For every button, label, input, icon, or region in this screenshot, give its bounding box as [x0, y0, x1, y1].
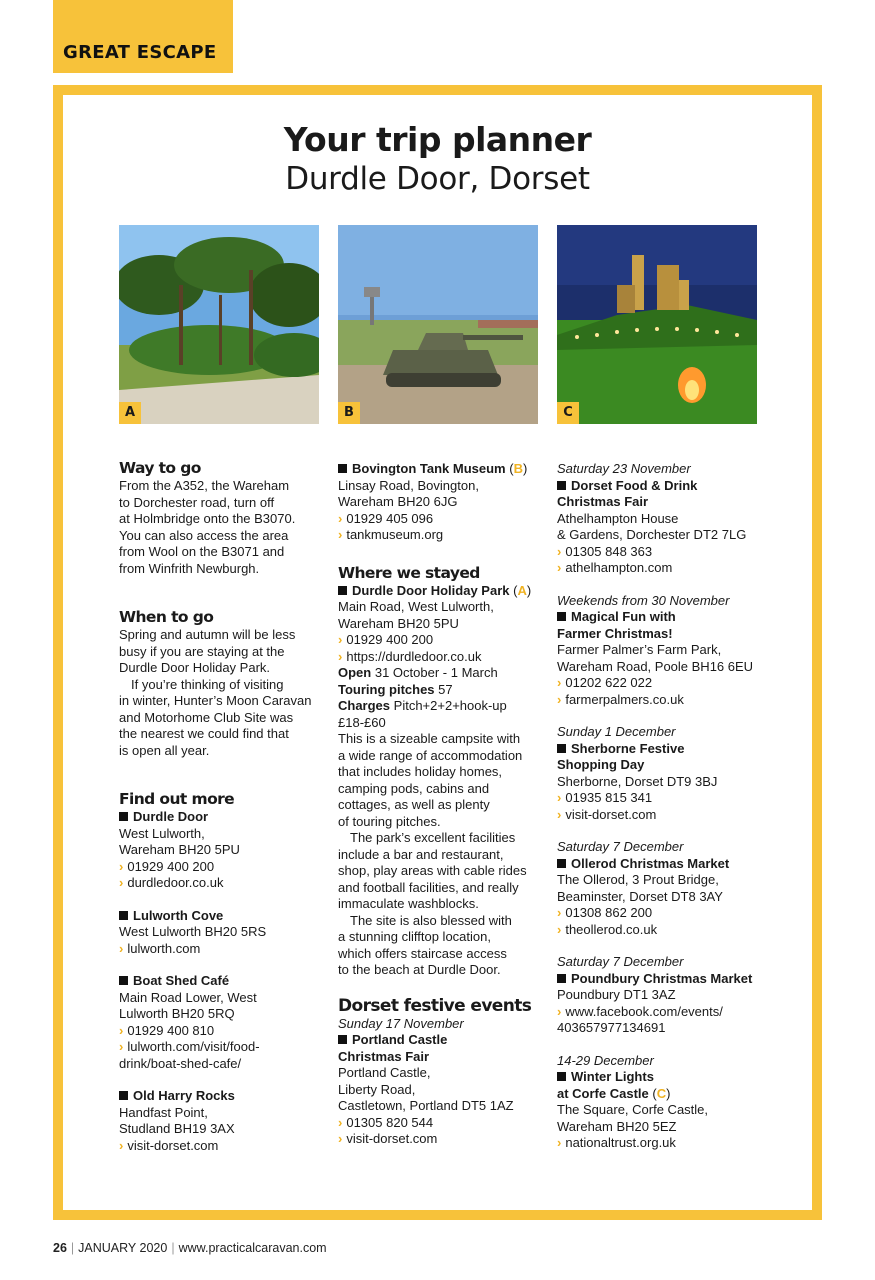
way-to-go-text — [119, 478, 329, 577]
field-value: £18-£60 — [338, 714, 386, 730]
event-farmer-christmas — [557, 593, 767, 709]
listing-name: Old Harry Rocks — [133, 1088, 235, 1103]
text-line: and football facilities, and really — [338, 879, 519, 895]
field-value: 31 October - 1 March — [374, 665, 498, 680]
event-name: Ollerod Christmas Market — [571, 855, 730, 871]
web-line[interactable] — [557, 922, 767, 939]
text-line: that includes holiday homes, — [338, 764, 503, 779]
address-line: Castletown, Portland DT5 1AZ — [338, 1098, 514, 1113]
bullet-square-icon — [557, 481, 566, 490]
event-title — [557, 971, 767, 988]
event-title — [557, 856, 767, 873]
event-name: Sherborne Festive — [571, 740, 685, 756]
event-corfe-winter-lights — [557, 1053, 767, 1152]
event-name: Magical Fun with — [571, 609, 676, 624]
bullet-square-icon — [119, 911, 128, 920]
chevron-right-icon: › — [557, 691, 562, 707]
photo-a-label: A — [119, 402, 141, 424]
address-line: Wareham BH20 6JG — [338, 494, 458, 509]
address-line: Liberty Road, — [338, 1081, 416, 1097]
text-line: a wide range of accommodation — [338, 747, 523, 763]
event-date: Saturday 7 December — [557, 954, 684, 969]
phone-number: 01202 622 022 — [565, 675, 653, 690]
section-tab — [53, 0, 233, 73]
website-link[interactable]: theollerod.co.uk — [565, 921, 658, 937]
field-label: Open — [338, 665, 372, 680]
chevron-right-icon: › — [338, 1131, 343, 1146]
section-tab-label: GREAT ESCAPE — [63, 42, 217, 63]
address-line: Beaminster, Dorset DT8 3AY — [557, 888, 723, 904]
bullet-square-icon — [557, 974, 566, 983]
listing-boat-shed — [119, 973, 329, 1072]
text-line: From the A352, the Wareham — [119, 478, 290, 493]
listing-lulworth-cove — [119, 908, 329, 958]
phone-number: 01935 815 341 — [565, 790, 653, 805]
text-line: from Wool on the B3071 and — [119, 544, 285, 559]
listing-title: Durdle Door Holiday Park (A) — [338, 583, 548, 600]
field-value: 57 — [438, 681, 453, 697]
event-name: Christmas Fair — [557, 494, 649, 509]
text-line: Durdle Door Holiday Park. — [119, 660, 271, 675]
text-line: shop, play areas with cable rides — [338, 863, 527, 878]
listing-name: Durdle Door Holiday Park — [352, 582, 510, 598]
website-link-continued[interactable]: 403657977134691 — [557, 1020, 666, 1035]
website-link-continued[interactable]: drink/boat-shed-cafe/ — [119, 1055, 242, 1071]
address-line: Farmer Palmer’s Farm Park, — [557, 642, 722, 657]
text-line: and Motorhome Club Site was — [119, 709, 294, 725]
chevron-right-icon: › — [338, 510, 343, 526]
text-line: The site is also blessed with — [350, 912, 512, 928]
phone-line — [338, 632, 548, 649]
chevron-right-icon: › — [119, 1137, 124, 1153]
listing-title — [119, 1088, 329, 1105]
bullet-square-icon — [338, 464, 347, 473]
field-label: Touring pitches — [338, 681, 435, 697]
text-line: You can also access the area — [119, 527, 289, 543]
web-line[interactable] — [557, 807, 767, 824]
event-title — [557, 741, 767, 758]
text-line: in winter, Hunter’s Moon Caravan — [119, 693, 312, 708]
chevron-right-icon: › — [557, 921, 562, 937]
address-line: Athelhampton House — [557, 510, 679, 526]
website-link[interactable]: lulworth.com/visit/food- — [127, 1039, 260, 1054]
chevron-right-icon: › — [557, 543, 562, 559]
event-food-drink — [557, 461, 767, 577]
bullet-square-icon — [338, 586, 347, 595]
address-line: Portland Castle, — [338, 1065, 431, 1080]
website-link[interactable]: visit-dorset.com — [346, 1131, 438, 1146]
text-line: Spring and autumn will be less — [119, 627, 296, 642]
text-line: include a bar and restaurant, — [338, 846, 504, 862]
text-line: is open all year. — [119, 742, 210, 758]
event-date: Sunday 17 November — [338, 1015, 464, 1031]
photo-b-label: B — [338, 402, 360, 424]
phone-number: 01308 862 200 — [565, 905, 653, 920]
text-line: which offers staircase access — [338, 945, 507, 961]
photo-reference: C — [656, 1085, 667, 1101]
page-number: 26 — [53, 1241, 67, 1255]
event-name: at Corfe Castle — [557, 1085, 649, 1101]
chevron-right-icon: › — [557, 560, 562, 575]
phone-line — [119, 859, 329, 876]
event-date: Sunday 1 December — [557, 724, 676, 739]
photo-c-label: C — [557, 402, 579, 424]
address-line: Wareham BH20 5EZ — [557, 1118, 677, 1134]
address-line: The Square, Corfe Castle, — [557, 1102, 709, 1117]
web-line[interactable] — [338, 649, 548, 666]
chevron-right-icon: › — [338, 527, 343, 542]
event-name: Shopping Day — [557, 757, 645, 772]
bullet-square-icon — [119, 976, 128, 985]
web-line[interactable] — [119, 1138, 329, 1155]
address-line: Wareham BH20 5PU — [338, 615, 459, 631]
address-line: The Ollerod, 3 Prout Bridge, — [557, 872, 719, 887]
address-line: Wareham BH20 5PU — [119, 842, 240, 857]
listing-title: Bovington Tank Museum (B) — [338, 461, 548, 478]
chevron-right-icon: › — [557, 806, 562, 822]
address-line: Studland BH19 3AX — [119, 1121, 235, 1136]
web-line[interactable] — [557, 692, 767, 709]
phone-number: 01929 405 096 — [346, 510, 434, 526]
event-title — [557, 478, 767, 495]
event-name: Poundbury Christmas Market — [571, 970, 753, 986]
text-line: to the beach at Durdle Door. — [338, 962, 501, 977]
address-line: West Lulworth BH20 5RS — [119, 924, 267, 939]
event-portland — [338, 1016, 548, 1148]
listing-name: Lulworth Cove — [133, 907, 224, 923]
where-we-stayed-heading: Where we stayed — [338, 563, 480, 582]
photo-reference: A — [517, 582, 527, 598]
issue-date: JANUARY 2020 — [78, 1241, 168, 1255]
photo-c — [557, 225, 757, 424]
listing-title — [119, 908, 329, 925]
event-title — [338, 1032, 548, 1049]
listing-tank-museum — [338, 461, 548, 544]
address-line: & Gardens, Dorchester DT2 7LG — [557, 527, 747, 542]
listing-title — [119, 973, 329, 990]
text-line: busy if you are staying at the — [119, 643, 285, 659]
bullet-square-icon — [119, 812, 128, 821]
website-link[interactable]: www.facebook.com/events/ — [565, 1003, 723, 1019]
event-name: Christmas Fair — [338, 1048, 430, 1064]
when-to-go-text — [119, 627, 329, 759]
text-line: immaculate washblocks. — [338, 896, 479, 911]
website-link[interactable]: visit-dorset.com — [127, 1137, 219, 1153]
address-line: Sherborne, Dorset DT9 3BJ — [557, 773, 718, 789]
bullet-square-icon — [119, 1091, 128, 1100]
phone-line — [338, 1115, 548, 1132]
chevron-right-icon: › — [119, 875, 124, 890]
phone-line — [557, 790, 767, 807]
chevron-right-icon: › — [557, 675, 562, 690]
phone-line — [338, 511, 548, 528]
address-line: Poundbury DT1 3AZ — [557, 987, 676, 1002]
column-3 — [557, 461, 767, 1152]
chevron-right-icon: › — [119, 1039, 124, 1054]
phone-line — [557, 675, 767, 692]
bullet-square-icon — [557, 612, 566, 621]
web-line[interactable] — [119, 941, 329, 958]
charges-line — [338, 698, 548, 715]
website-link[interactable]: lulworth.com — [127, 940, 201, 956]
listing-old-harry — [119, 1088, 329, 1154]
address-line: West Lulworth, — [119, 825, 205, 841]
event-title — [557, 1069, 767, 1086]
listing-title — [119, 809, 329, 826]
website-link[interactable]: durdledoor.co.uk — [127, 875, 224, 890]
when-to-go-heading: When to go — [119, 608, 214, 626]
phone-line — [119, 1023, 329, 1040]
address-line: Handfast Point, — [119, 1104, 208, 1120]
page-subtitle: Durdle Door, Dorset — [285, 161, 590, 197]
web-line[interactable] — [119, 875, 329, 892]
website-link[interactable]: https://durdledoor.co.uk — [346, 648, 482, 664]
phone-number: 01305 820 544 — [346, 1114, 434, 1130]
website-link[interactable]: farmerpalmers.co.uk — [565, 691, 684, 707]
page-title: Your trip planner — [283, 120, 592, 159]
chevron-right-icon: › — [557, 790, 562, 805]
web-line[interactable] — [338, 527, 548, 544]
address-line: Main Road, West Lulworth, — [338, 599, 494, 614]
chevron-right-icon: › — [119, 1022, 124, 1038]
web-line[interactable] — [557, 1135, 767, 1152]
website-link[interactable]: nationaltrust.org.uk — [565, 1135, 676, 1150]
text-line: camping pods, cabins and — [338, 780, 490, 796]
listing-name: Bovington Tank Museum — [352, 461, 506, 476]
photo-reference: B — [513, 461, 523, 476]
text-line: to Dorchester road, turn off — [119, 494, 275, 510]
find-out-more-heading: Find out more — [119, 790, 235, 808]
field-label: Charges — [338, 698, 391, 713]
bullet-square-icon — [557, 859, 566, 868]
web-line[interactable] — [119, 1039, 329, 1056]
field-value: Pitch+2+2+hook-up — [393, 698, 507, 713]
footer-website[interactable]: www.practicalcaravan.com — [178, 1241, 327, 1255]
listing-holiday-park — [338, 583, 548, 979]
open-line — [338, 665, 548, 682]
text-line: This is a sizeable campsite with — [338, 731, 521, 746]
phone-line — [557, 905, 767, 922]
column-2 — [338, 461, 548, 1148]
text-line: The park’s excellent facilities — [350, 830, 516, 845]
listing-durdle-door — [119, 809, 329, 892]
event-name: Farmer Christmas! — [557, 625, 673, 641]
bullet-square-icon — [338, 1035, 347, 1044]
listing-name: Boat Shed Café — [133, 973, 230, 988]
event-name: Dorset Food & Drink — [571, 477, 698, 493]
address-line: Wareham Road, Poole BH16 6EU — [557, 658, 754, 674]
address-line: Main Road Lower, West — [119, 989, 257, 1005]
text-line: from Winfrith Newburgh. — [119, 560, 260, 576]
chevron-right-icon: › — [119, 940, 124, 956]
text-line: the nearest we could find that — [119, 726, 289, 741]
chevron-right-icon: › — [338, 1114, 343, 1130]
event-title — [557, 609, 767, 626]
web-line[interactable] — [338, 1131, 548, 1148]
event-name: Winter Lights — [571, 1069, 654, 1084]
website-link[interactable]: visit-dorset.com — [565, 806, 657, 822]
website-link[interactable]: tankmuseum.org — [346, 527, 444, 542]
chevron-right-icon: › — [119, 858, 124, 874]
chevron-right-icon: › — [338, 648, 343, 664]
text-line: at Holmbridge onto the B3070. — [119, 511, 296, 526]
column-1 — [119, 458, 329, 1154]
page-footer: 26 | JANUARY 2020 | www.practicalcaravan.com — [53, 1241, 327, 1255]
chevron-right-icon: › — [557, 1003, 562, 1019]
event-poundbury — [557, 954, 767, 1037]
phone-line — [557, 544, 767, 561]
address-line: Lulworth BH20 5RQ — [119, 1006, 235, 1021]
event-ollerod — [557, 839, 767, 938]
chevron-right-icon: › — [557, 1135, 562, 1150]
phone-number: 01305 848 363 — [565, 543, 653, 559]
event-name: Portland Castle — [352, 1032, 448, 1047]
web-line[interactable] — [557, 1004, 767, 1021]
event-date: Saturday 23 November — [557, 461, 691, 476]
phone-number: 01929 400 200 — [127, 858, 215, 874]
event-date: Saturday 7 December — [557, 839, 684, 854]
chevron-right-icon: › — [338, 632, 343, 647]
photo-b — [338, 225, 538, 424]
photo-a — [119, 225, 319, 424]
listing-name: Durdle Door — [133, 809, 209, 824]
chevron-right-icon: › — [557, 905, 562, 920]
text-line: cottages, as well as plenty — [338, 797, 490, 812]
event-title-continued: at Corfe Castle (C) — [557, 1085, 671, 1101]
event-date: Weekends from 30 November — [557, 592, 730, 608]
way-to-go-heading: Way to go — [119, 459, 201, 477]
phone-number: 01929 400 810 — [127, 1022, 215, 1038]
festive-events-heading: Dorset festive events — [338, 995, 532, 1016]
bullet-square-icon — [557, 1072, 566, 1081]
event-sherborne — [557, 724, 767, 823]
event-date: 14-29 December — [557, 1052, 654, 1068]
web-line[interactable] — [557, 560, 767, 577]
website-link[interactable]: athelhampton.com — [565, 560, 673, 575]
bullet-square-icon — [557, 744, 566, 753]
pitches-line — [338, 682, 548, 699]
text-line: of touring pitches. — [338, 813, 441, 829]
address-line: Linsay Road, Bovington, — [338, 477, 479, 493]
phone-number: 01929 400 200 — [346, 632, 434, 647]
text-line: a stunning clifftop location, — [338, 929, 491, 944]
text-line: If you’re thinking of visiting — [131, 676, 284, 692]
